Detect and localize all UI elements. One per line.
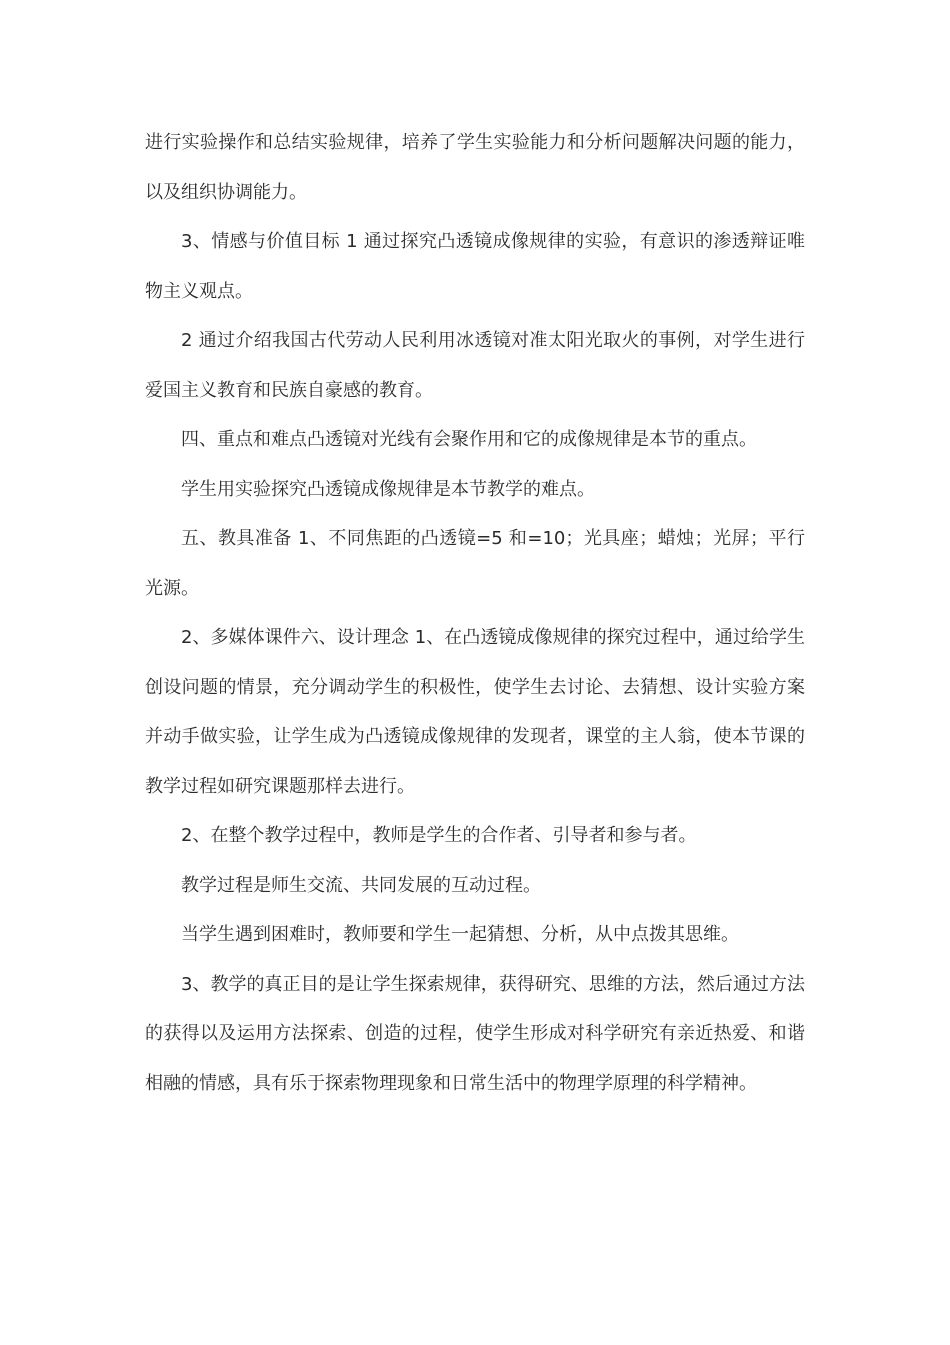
paragraph-teacher-role: 2、在整个教学过程中，教师是学生的合作者、引导者和参与者。 — [181, 825, 697, 846]
paragraph-emotion-goal: 3、情感与价值目标 1 通过探究凸透镜成像规律的实验，有意识的渗透辩证唯物主义观点。 — [145, 231, 805, 302]
paragraph-key-points: 四、重点和难点凸透镜对光线有会聚作用和它的成像规律是本节的重点。 — [181, 429, 757, 450]
paragraph-difficulty: 学生用实验探究凸透镜成像规律是本节教学的难点。 — [181, 478, 595, 500]
document-body — [145, 118, 805, 1108]
paragraph-design-concept: 2、多媒体课件六、设计理念 1、在凸透镜成像规律的探究过程中，通过给学生创设问题的情景，充分调动学生的积极性，使学生去讨论、去猜想、设计实验方案并动手做实验，让学生成为凸透镜成像规律的发现者，课堂的主人翁，使本节课的教学过程如研究课题那样去进行。 — [145, 627, 805, 797]
paragraph-interaction-process: 教学过程是师生交流、共同发展的互动过程。 — [181, 874, 541, 896]
paragraph-difficulty-guidance: 当学生遇到困难时，教师要和学生一起猜想、分析，从中点拨其思维。 — [181, 924, 739, 945]
paragraph-teaching-purpose: 3、教学的真正目的是让学生探索规律，获得研究、思维的方法，然后通过方法的获得以及运用方法探索、创造的过程，使学生形成对科学研究有亲近热爱、和谐相融的情感，具有乐于探索物理现象和日常生活中的物理学原理的科学精神。 — [145, 973, 805, 1094]
paragraph-patriotic-education: 2 通过介绍我国古代劳动人民利用冰透镜对准太阳光取火的事例，对学生进行爱国主义教育和民族自豪感的教育。 — [145, 330, 805, 401]
paragraph-teaching-aids: 五、教具准备 1、不同焦距的凸透镜=5 和=10；光具座；蜡烛；光屏；平行光源。 — [145, 528, 805, 599]
paragraph-continuation: 进行实验操作和总结实验规律，培养了学生实验能力和分析问题解决问题的能力，以及组织协调能力。 — [145, 132, 805, 203]
